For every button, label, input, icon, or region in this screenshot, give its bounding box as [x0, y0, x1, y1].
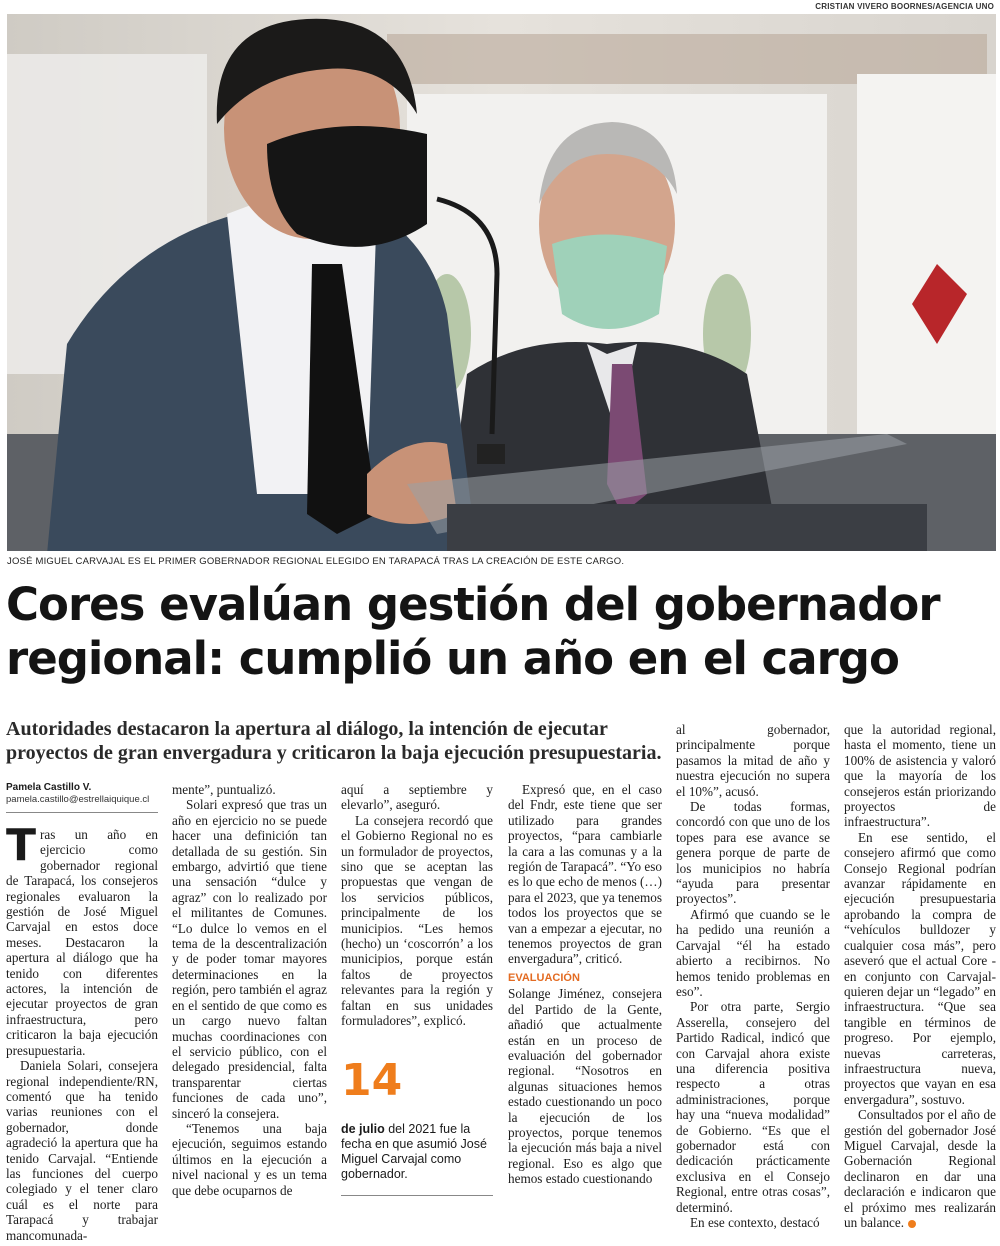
deck-subheadline: Autoridades destacaron la apertura al diálogo, la intención de ejecutar proyectos de gran envergadura y criticaron la baja ejecución presupuestaria. — [6, 718, 662, 764]
article-paragraph: Afirmó que cuando se le ha pedido una reunión a Carvajal “él ha estado abierto a recibirnos. No hemos tenido problemas en eso”. — [676, 906, 830, 999]
lead-photo — [7, 14, 996, 551]
headline: Cores evalúan gestión del gobernador regional: cumplió un año en el cargo — [6, 578, 940, 685]
article-column-5 — [676, 722, 830, 1230]
byline-author: Pamela Castillo V. — [6, 782, 92, 793]
article-column-3 — [341, 782, 493, 1029]
article-column-2 — [172, 782, 327, 1198]
factbox-number: 14 — [341, 1055, 403, 1106]
article-paragraph: Por otra parte, Sergio Asserella, consejero del Partido Radical, indicó que con Carvajal ahora existe una diferencia positiva respecto a otras administraciones, porque hay una “nueva modalidad” de Gobierno. “Es que el gobernador está con dedicación prácticamente exclusiva en el Consejo Regional, entre otras cosas”, determinó. — [676, 999, 830, 1215]
factbox-divider — [341, 1195, 493, 1196]
article-paragraph: mente”, puntualizó. — [172, 782, 276, 797]
article-paragraph: aquí a septiembre y elevarlo”, aseguró. — [341, 782, 493, 813]
photo-caption: JOSÉ MIGUEL CARVAJAL ES EL PRIMER GOBERNADOR REGIONAL ELEGIDO EN TARAPACÁ TRAS LA CREACIÓN DE ESTE CARGO. — [7, 556, 625, 567]
article-paragraph: Expresó que, en el caso del Fndr, este tiene que ser utilizado para grandes proyectos, “para cambiarle la cara a las comunas y a la región de Tarapacá”. “Yo eso es lo que echo de menos (…) para el 2023, que ya tenemos todos los proyectos que se van a empezar a ejecutar, no tenemos proyectos de gran envergadura”, criticó. — [508, 782, 662, 967]
article-column-1 — [6, 782, 158, 1243]
factbox-text: de julio del 2021 fue la fecha en que asumió José Miguel Carvajal como gobernador. — [341, 1122, 487, 1181]
article-paragraph: que la autoridad regional, hasta el momento, tiene un 100% de asistencia y valoró que la mayoría de los consejeros están priorizando proyectos de infraestructura”. — [844, 722, 996, 830]
article-paragraph: De todas formas, concordó con que uno de los topes para ese avance se genera porque de parte de los municipios no habría “ayuda para presentar proyectos”. — [676, 799, 830, 907]
lead-photo-illustration — [7, 14, 996, 551]
article-paragraph: al gobernador, principalmente porque pasamos la mitad de año y nuestra ejecución no supera el 10%”, acusó. — [676, 722, 830, 799]
article-paragraph: Solari expresó que tras un año en ejercicio no se puede hacer una definición tan detallada de su gestión. Sin embargo, advirtió que tiene una sensación “dulce y agraz” con lo realizado por el militantes de Comunes. “Lo dulce lo vemos en el tema de la descentralización y de poder tomar mayores determinaciones en la región, pero también el agraz en el sentido de que como es un cargo nuevo faltan muchas coordinaciones con el servicio público, con el delegado presidencial, falta transparentar ciertas funciones de cada uno”, sinceró la consejera. — [172, 797, 327, 1121]
article-paragraph: Solange Jiménez, consejera del Partido de la Gente, añadió que actualmente están en un proceso de evaluación del gobernador regional. “Nosotros en algunas situaciones hemos estado cuestionando un poco la ejecución de los proyectos, porque tenemos la ejecución más baja a nivel regional. Eso es algo que hemos estado cuestionando — [508, 986, 662, 1187]
section-heading: EVALUACIÓN — [508, 971, 580, 984]
article-paragraph: Consultados por el año de gestión del gobernador José Miguel Carvajal, desde la Gobernación Regional declinaron en dar una declaración e indicaron que el próximo mes realizarán un balance. — [844, 1107, 996, 1230]
article-column-6 — [844, 722, 996, 1230]
end-mark-icon — [908, 1220, 916, 1228]
article-paragraph: Tras un año en ejercicio como gobernador regional de Tarapacá, los consejeros regionales evaluaron la gestión de José Miguel Carvajal en estos doce meses. Destacaron la apertura al diálogo que ha tenido con diferentes actores, la intención de ejecutar proyectos de gran infraestructura, pero criticaron la baja ejecución presupuestaria. — [6, 820, 158, 1058]
photo-credit: CRISTIAN VIVERO BOORNES/AGENCIA UNO — [815, 2, 994, 11]
factbox-bold: de julio — [341, 1122, 385, 1136]
article-paragraph: “Tenemos una baja ejecución, seguimos estando últimos en la ejecución a nivel nacional y es un tema que debe ocuparnos de — [172, 1120, 327, 1198]
byline-divider — [6, 812, 158, 813]
article-paragraph: La consejera recordó que el Gobierno Regional no es un formulador de proyectos, sino que se aceptan las propuestas que vengan de los servicios públicos, principalmente de los municipios. “Les hemos (hecho) un ‘coscorrón’ a los municipios, porque están faltos de proyectos relevantes para la región y faltan en sus unidades formuladores”, explicó. — [341, 812, 493, 1029]
drop-cap: T — [6, 820, 37, 871]
article-column-4 — [508, 782, 662, 1187]
article-paragraph: Daniela Solari, consejera regional independiente/RN, comentó que ha tenido varias reuniones con el gobernador, donde agradeció la apertura que ha tenido Carvajal. “Entiende las funciones del cuerpo colegiado y el tener claro cuál es el norte para Tarapacá y trabajar mancomunada- — [6, 1058, 158, 1243]
article-paragraph: En ese sentido, el consejero afirmó que como Consejo Regional podrían avanzar rápidamente en ejecución presupuestaria aprobando la compra de “vehículos bulldozer y cualquier cosa más”, pero aseveró que el actual Core -en conjunto con Carvajal- quieren dejar un “legado” en infraestructura. “Que sea tangible en términos de progreso. Por ejemplo, nuevas carreteras, infraestructura nueva, proyectos que vayan en esa envergadura”, sostuvo. — [844, 829, 996, 1107]
article-paragraph: En ese contexto, destacó — [690, 1215, 820, 1230]
byline-email[interactable]: pamela.castillo@estrellaiquique.cl — [6, 794, 150, 805]
